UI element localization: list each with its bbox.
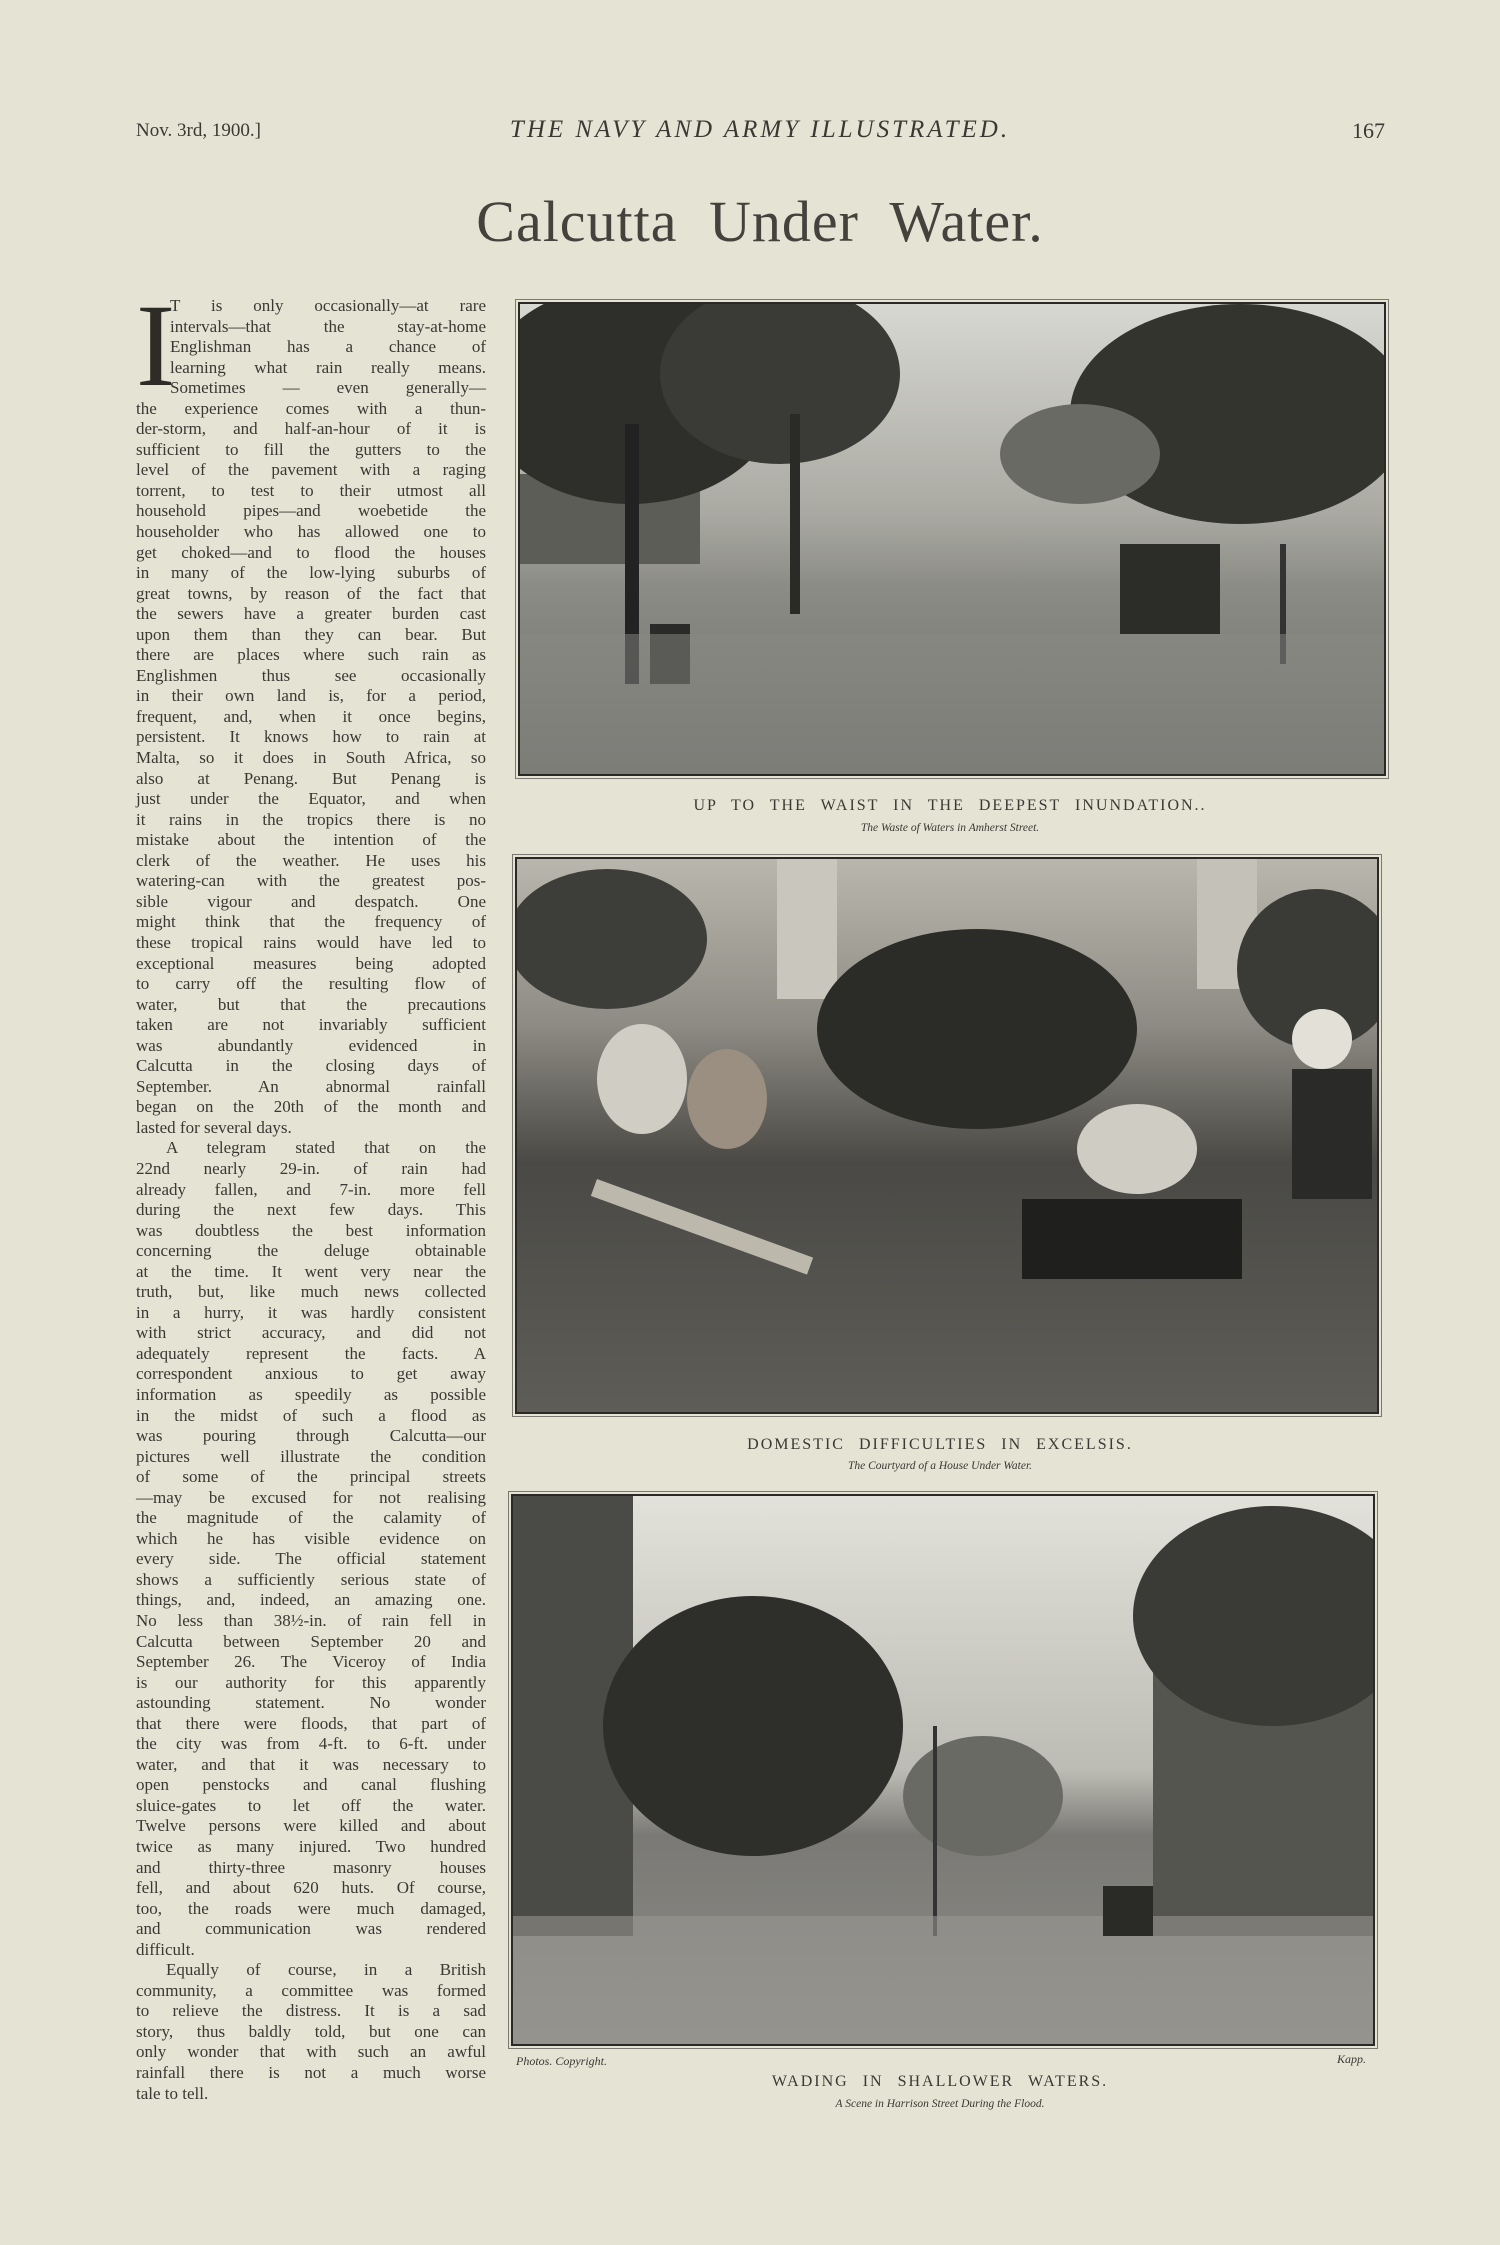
photographer-credit: Kapp.: [1336, 2052, 1366, 2066]
article-line: September. An abnormal rainfall: [136, 1076, 486, 1096]
photo-amherst-street: [518, 302, 1386, 776]
article-line: these tropical rains would have led to: [136, 932, 486, 952]
photo-caption: WADING IN SHALLOWER WATERS.: [771, 2073, 1109, 2090]
article-line: it rains in the tropics there is no: [136, 809, 486, 829]
article-line: and communication was rendered: [136, 1919, 486, 1939]
article-line: level of the pavement with a raging: [136, 460, 486, 480]
article-line: the city was from 4-ft. to 6-ft. under: [136, 1734, 486, 1754]
article-body: [136, 280, 486, 2104]
article-line: household pipes—and woebetide the: [136, 501, 486, 521]
article-line: sluice-gates to let off the water.: [136, 1795, 486, 1815]
article-line: to relieve the distress. It is a sad: [136, 2001, 486, 2021]
article-line: Calcutta between September 20 and: [136, 1631, 486, 1651]
article-line: exceptional measures being adopted: [136, 953, 486, 973]
photo-courtyard: [515, 857, 1379, 1414]
article-line: Malta, so it does in South Africa, so: [136, 748, 486, 768]
article-line: the sewers have a greater burden cast: [136, 604, 486, 624]
article-line: clerk of the weather. He uses his: [136, 850, 486, 870]
article-line: already fallen, and 7-in. more fell: [136, 1179, 486, 1199]
article-line: adequately represent the facts. A: [136, 1343, 486, 1363]
article-line: great towns, by reason of the fact that: [136, 583, 486, 603]
article-line: story, thus baldly told, but one can: [136, 2021, 486, 2041]
article-line: was abundantly evidenced in: [136, 1035, 486, 1055]
article-line: taken are not invariably sufficient: [136, 1015, 486, 1035]
article-line: tale to tell.: [136, 2083, 209, 2103]
article-line: sufficient to fill the gutters to the: [136, 439, 486, 459]
photo-caption: DOMESTIC DIFFICULTIES IN EXCELSIS.: [747, 1436, 1133, 1453]
article-line: in their own land is, for a period,: [136, 686, 486, 706]
article-line: twice as many injured. Two hundred: [136, 1837, 486, 1857]
photo-subcaption: A Scene in Harrison Street During the Flood.: [835, 2098, 1045, 2110]
article-line: information as speedily as possible: [136, 1384, 486, 1404]
article-line: in the midst of such a flood as: [136, 1405, 486, 1425]
article-line: water, and that it was necessary to: [136, 1754, 486, 1774]
article-line: to carry off the resulting flow of: [136, 974, 486, 994]
article-line: learning what rain really means.: [170, 357, 486, 377]
article-line: Calcutta in the closing days of: [136, 1056, 486, 1076]
article-line: mistake about the intention of the: [136, 830, 486, 850]
photo-caption: UP TO THE WAIST IN THE DEEPEST INUNDATION..: [693, 797, 1207, 814]
article-line: truth, but, like much news collected: [136, 1282, 486, 1302]
article-line: pictures well illustrate the condition: [136, 1446, 486, 1466]
article-line: difficult.: [136, 1939, 195, 1959]
photo-credit: Photos. Copyright.: [516, 2054, 608, 2068]
article-line: A telegram stated that on the: [166, 1138, 486, 1158]
article-line: Englishmen thus see occasionally: [136, 665, 486, 685]
page-number: 167: [1352, 118, 1385, 143]
article-line: might think that the frequency of: [136, 912, 486, 932]
article-line: No less than 38½-in. of rain fell in: [136, 1611, 486, 1630]
article-line: —may be excused for not realising: [136, 1487, 486, 1507]
article-line: that there were floods, that part of: [136, 1713, 486, 1733]
article-line: upon them than they can bear. But: [136, 624, 486, 644]
article-line: just under the Equator, and when: [136, 789, 486, 809]
article-line: open penstocks and canal flushing: [136, 1775, 486, 1795]
article-line: fell, and about 620 huts. Of course,: [136, 1878, 486, 1898]
article-line: is our authority for this apparently: [136, 1672, 486, 1692]
article-line: torrent, to test to their utmost all: [136, 480, 486, 500]
photo-subcaption: The Waste of Waters in Amherst Street.: [860, 822, 1040, 834]
article-line: the magnitude of the calamity of: [136, 1508, 486, 1528]
article-line: Equally of course, in a British: [166, 1960, 486, 1980]
drop-cap: I: [136, 280, 176, 411]
article-line: watering-can with the greatest pos-: [136, 871, 486, 891]
article-line: astounding statement. No wonder: [136, 1693, 486, 1713]
article-line: was pouring through Calcutta—our: [136, 1426, 486, 1446]
article-line: September 26. The Viceroy of India: [136, 1652, 486, 1672]
article-line: in many of the low-lying suburbs of: [136, 563, 486, 583]
article-line: began on the 20th of the month and: [136, 1097, 486, 1117]
article-line: sible vigour and despatch. One: [136, 891, 486, 911]
article-line: der-storm, and half-an-hour of it is: [136, 419, 486, 439]
article-line: with strict accuracy, and did not: [136, 1323, 486, 1343]
article-line: water, but that the precautions: [136, 994, 486, 1014]
article-line: too, the roads were much damaged,: [136, 1898, 486, 1918]
journal-title: THE NAVY AND ARMY ILLUSTRATED.: [509, 116, 1011, 143]
article-line: persistent. It knows how to rain at: [136, 727, 486, 747]
article-line: during the next few days. This: [136, 1200, 486, 1220]
article-line: community, a committee was formed: [136, 1980, 486, 2000]
article-line: get choked—and to flood the houses: [136, 542, 486, 562]
article-line: and thirty-three masonry houses: [136, 1857, 486, 1877]
article-line: the experience comes with a thun-: [136, 398, 486, 418]
article-line: Sometimes — even generally—: [170, 378, 486, 398]
photo-harrison-street: [511, 1494, 1375, 2046]
article-line: Twelve persons were killed and about: [136, 1816, 486, 1836]
article-line: correspondent anxious to get away: [136, 1364, 486, 1384]
article-line: every side. The official statement: [136, 1549, 486, 1569]
article-line: at the time. It went very near the: [136, 1261, 486, 1281]
article-line: rainfall there is not a much worse: [136, 2063, 486, 2083]
article-line: T is only occasionally—at rare: [170, 296, 486, 315]
article-line: 22nd nearly 29-in. of rain had: [136, 1158, 486, 1178]
article-headline: Calcutta Under Water.: [476, 189, 1044, 254]
photo-subcaption: The Courtyard of a House Under Water.: [847, 1460, 1033, 1472]
article-line: things, and, indeed, an amazing one.: [136, 1590, 486, 1610]
article-line: intervals—that the stay-at-home: [170, 316, 486, 336]
article-line: lasted for several days.: [136, 1117, 292, 1137]
article-line: also at Penang. But Penang is: [136, 768, 486, 788]
article-line: only wonder that with such an awful: [136, 2042, 486, 2062]
article-line: was doubtless the best information: [136, 1220, 486, 1240]
article-line: Englishman has a chance of: [170, 337, 486, 357]
issue-date: Nov. 3rd, 1900.]: [136, 120, 261, 141]
article-line: concerning the deluge obtainable: [136, 1241, 486, 1261]
article-line: in a hurry, it was hardly consistent: [136, 1302, 486, 1322]
article-line: householder who has allowed one to: [136, 522, 486, 542]
article-line: frequent, and, when it once begins,: [136, 706, 486, 726]
article-line: there are places where such rain as: [136, 645, 486, 665]
article-line: shows a sufficiently serious state of: [136, 1569, 486, 1589]
article-line: which he has visible evidence on: [136, 1528, 486, 1548]
article-line: of some of the principal streets: [136, 1467, 486, 1487]
